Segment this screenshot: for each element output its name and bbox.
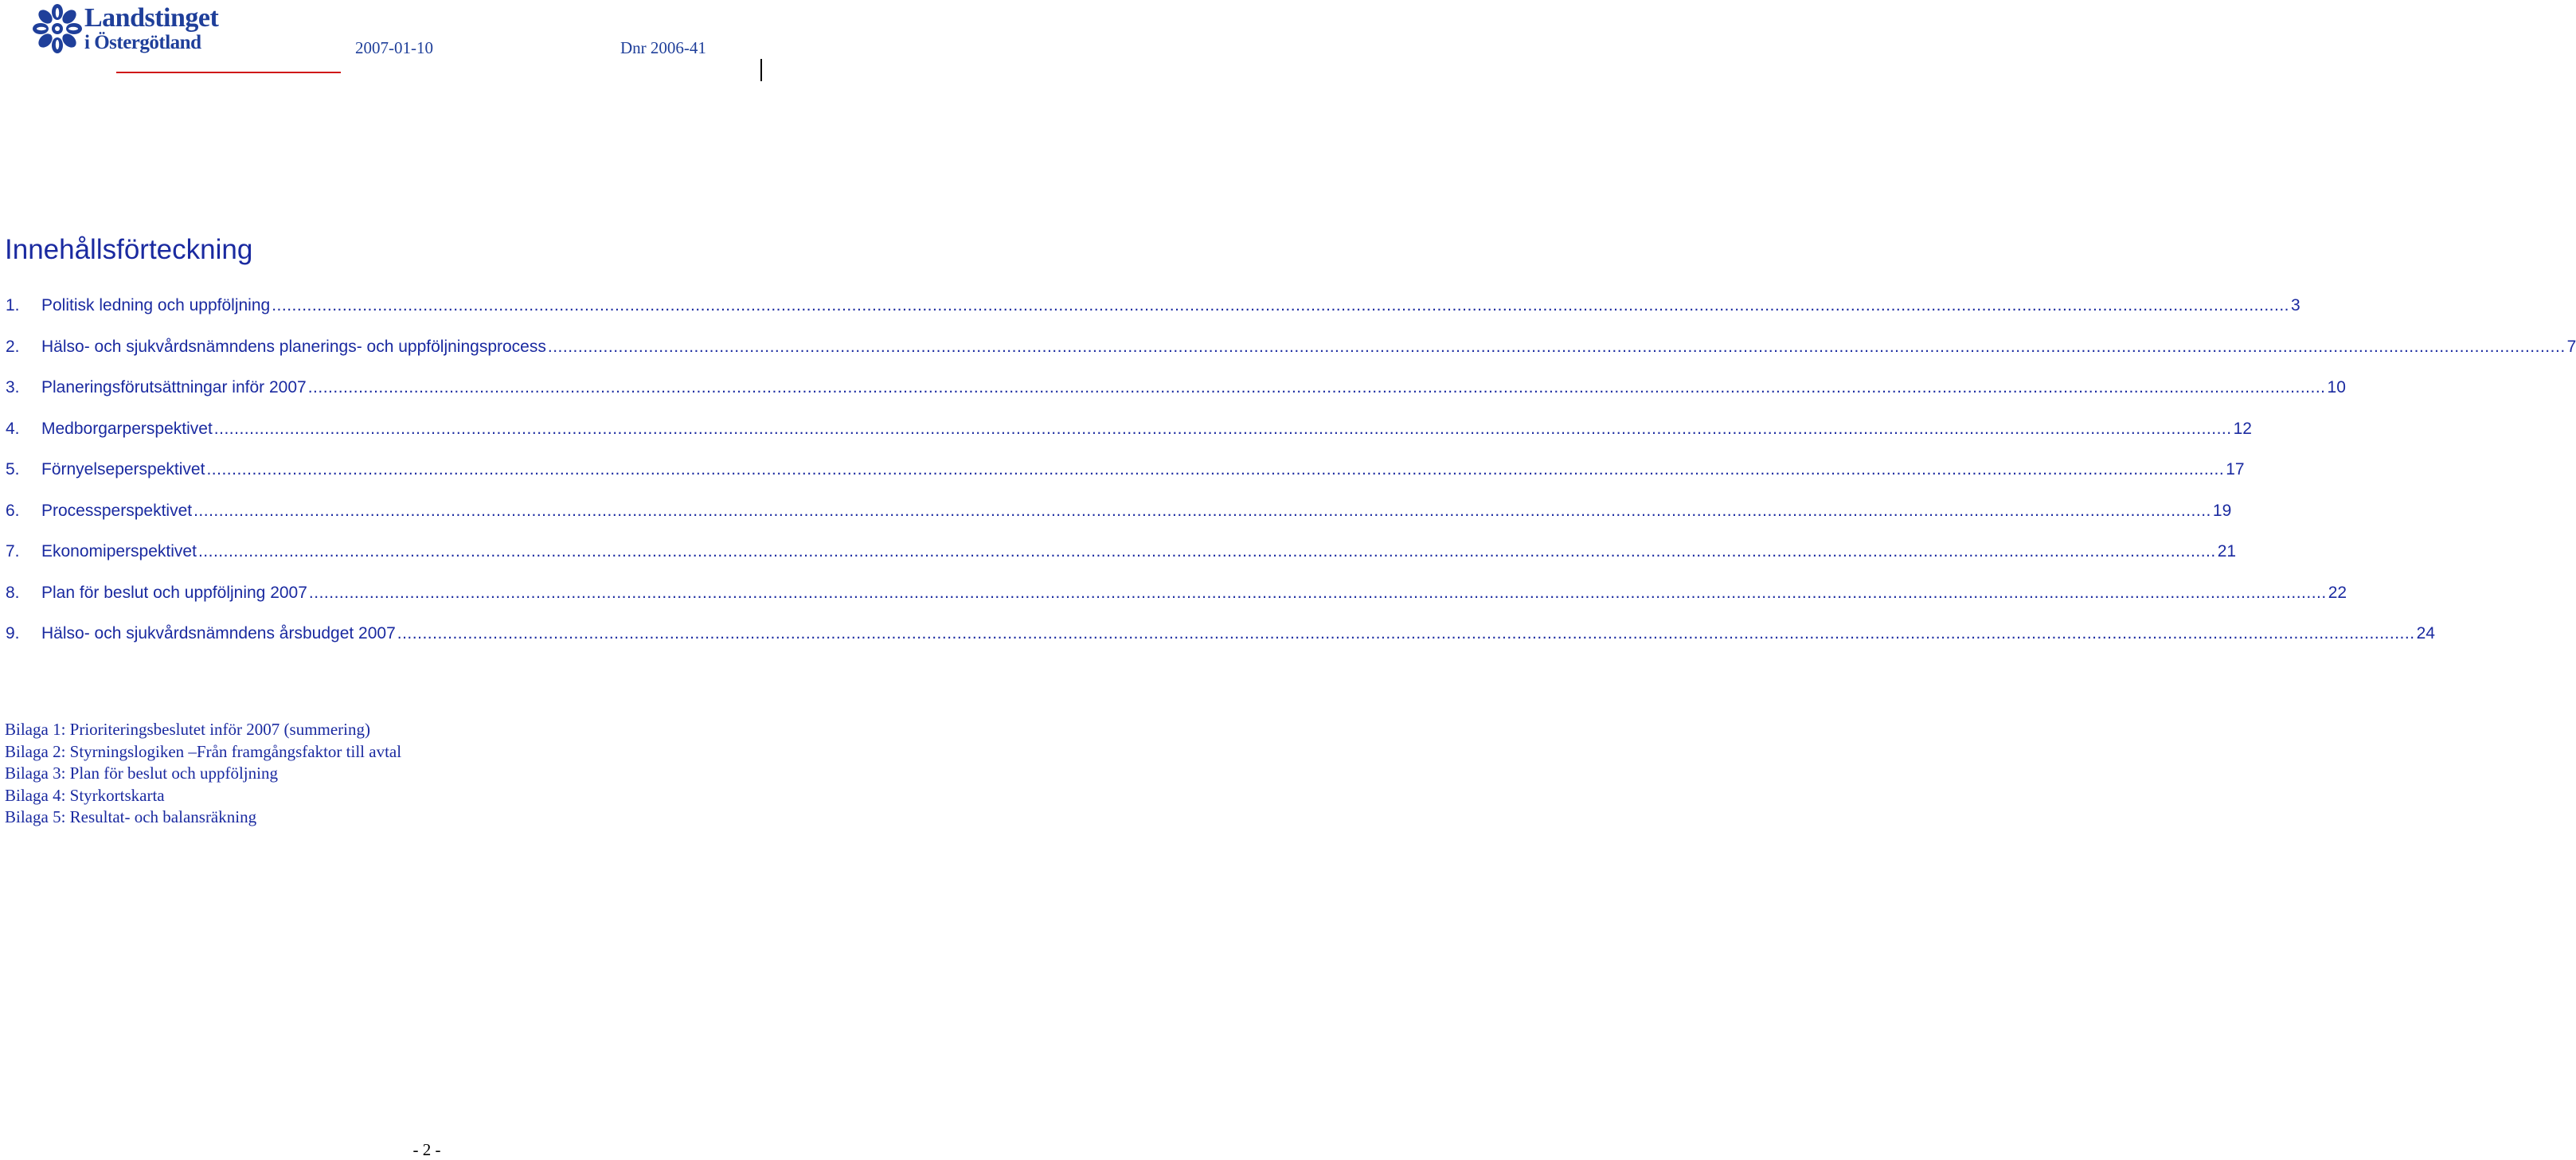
- toc-entry-page: 17: [2226, 460, 2245, 478]
- toc-dot-leader: ................................................................................................................................................................................................................................................................................................................................................................................................................: [206, 460, 2225, 478]
- appendix-item: Bilaga 1: Prioriteringsbeslutet inför 2007 (summering): [5, 720, 371, 739]
- toc-entry-title: Processperspektivet: [41, 501, 193, 520]
- page-number: - 2 -: [412, 1140, 441, 1159]
- toc-dot-leader: ................................................................................................................................................................................................................................................................................................................................................................................................................: [307, 378, 2326, 396]
- toc-entry-number: 2.: [6, 337, 20, 356]
- toc-entry-number: 5.: [6, 460, 20, 478]
- toc-entry-page: 21: [2217, 542, 2237, 560]
- toc-entry-title: Hälso- och sjukvårdsnämndens planerings- och uppföljningsprocess: [41, 337, 546, 356]
- toc-entry[interactable]: [6, 336, 2576, 377]
- margin-bar: [760, 59, 762, 81]
- toc-entry-page: 24: [2416, 624, 2435, 642]
- toc-dot-leader: ................................................................................................................................................................................................................................................................................................................................................................................................................: [213, 419, 2232, 438]
- document-reference-number: Dnr 2006-41: [620, 38, 706, 57]
- toc-dot-leader: ................................................................................................................................................................................................................................................................................................................................................................................................................: [308, 583, 2327, 602]
- toc-entry[interactable]: [6, 459, 2245, 500]
- appendix-list: [5, 719, 401, 829]
- table-of-contents: [6, 295, 2576, 664]
- toc-dot-leader: ................................................................................................................................................................................................................................................................................................................................................................................................................: [197, 542, 2216, 560]
- toc-entry[interactable]: [6, 623, 2435, 664]
- toc-dot-leader: ................................................................................................................................................................................................................................................................................................................................................................................................................: [272, 296, 2289, 314]
- appendix-item: Bilaga 3: Plan för beslut och uppföljning: [5, 764, 278, 783]
- toc-entry-number: 6.: [6, 501, 20, 520]
- appendix-item: Bilaga 4: Styrkortskarta: [5, 785, 165, 805]
- toc-entry-page: 10: [2327, 378, 2346, 396]
- flower-emblem-icon: [32, 3, 83, 54]
- toc-entry-page: 22: [2328, 583, 2347, 602]
- toc-entry-number: 9.: [6, 624, 20, 642]
- appendix-item: Bilaga 2: Styrningslogiken –Från framgångsfaktor till avtal: [5, 741, 402, 761]
- toc-dot-leader: ................................................................................................................................................................................................................................................................................................................................................................................................................: [193, 501, 2211, 520]
- toc-entry-page: 12: [2233, 419, 2252, 438]
- toc-entry[interactable]: [6, 500, 2232, 541]
- toc-dot-leader: ................................................................................................................................................................................................................................................................................................................................................................................................................: [547, 337, 2566, 356]
- toc-entry-number: 1.: [6, 296, 20, 314]
- toc-entry-page: 7: [2566, 337, 2576, 356]
- toc-entry-title: Ekonomiperspektivet: [41, 542, 197, 560]
- toc-dot-leader: ................................................................................................................................................................................................................................................................................................................................................................................................................: [397, 624, 2415, 642]
- toc-entry-title: Planeringsförutsättningar inför 2007: [41, 378, 307, 396]
- toc-entry-page: 19: [2212, 501, 2232, 520]
- logo-title: Landstinget: [84, 3, 219, 33]
- toc-entry-number: 8.: [6, 583, 20, 602]
- toc-entry-number: 3.: [6, 378, 20, 396]
- toc-entry[interactable]: [6, 295, 2300, 336]
- document-date: 2007-01-10: [355, 38, 433, 57]
- toc-entry[interactable]: [6, 582, 2347, 623]
- toc-heading: Innehållsförteckning: [5, 234, 253, 265]
- toc-entry[interactable]: [6, 377, 2346, 418]
- appendix-item: Bilaga 5: Resultat- och balansräkning: [5, 807, 257, 827]
- toc-entry[interactable]: [6, 418, 2252, 459]
- toc-entry-page: 3: [2291, 296, 2300, 314]
- header-red-rule: [116, 72, 341, 73]
- toc-entry-title: Medborgarperspektivet: [41, 419, 213, 438]
- toc-entry-title: Politisk ledning och uppföljning: [41, 296, 271, 314]
- toc-entry-number: 7.: [6, 542, 20, 560]
- landstinget-logo: [32, 3, 239, 56]
- toc-entry-title: Plan för beslut och uppföljning 2007: [41, 583, 307, 602]
- logo-subtitle: i Östergötland: [84, 32, 201, 53]
- toc-entry-number: 4.: [6, 419, 20, 438]
- toc-entry[interactable]: [6, 541, 2237, 582]
- toc-entry-title: Förnyelseperspektivet: [41, 460, 205, 478]
- toc-entry-title: Hälso- och sjukvårdsnämndens årsbudget 2007: [41, 624, 396, 642]
